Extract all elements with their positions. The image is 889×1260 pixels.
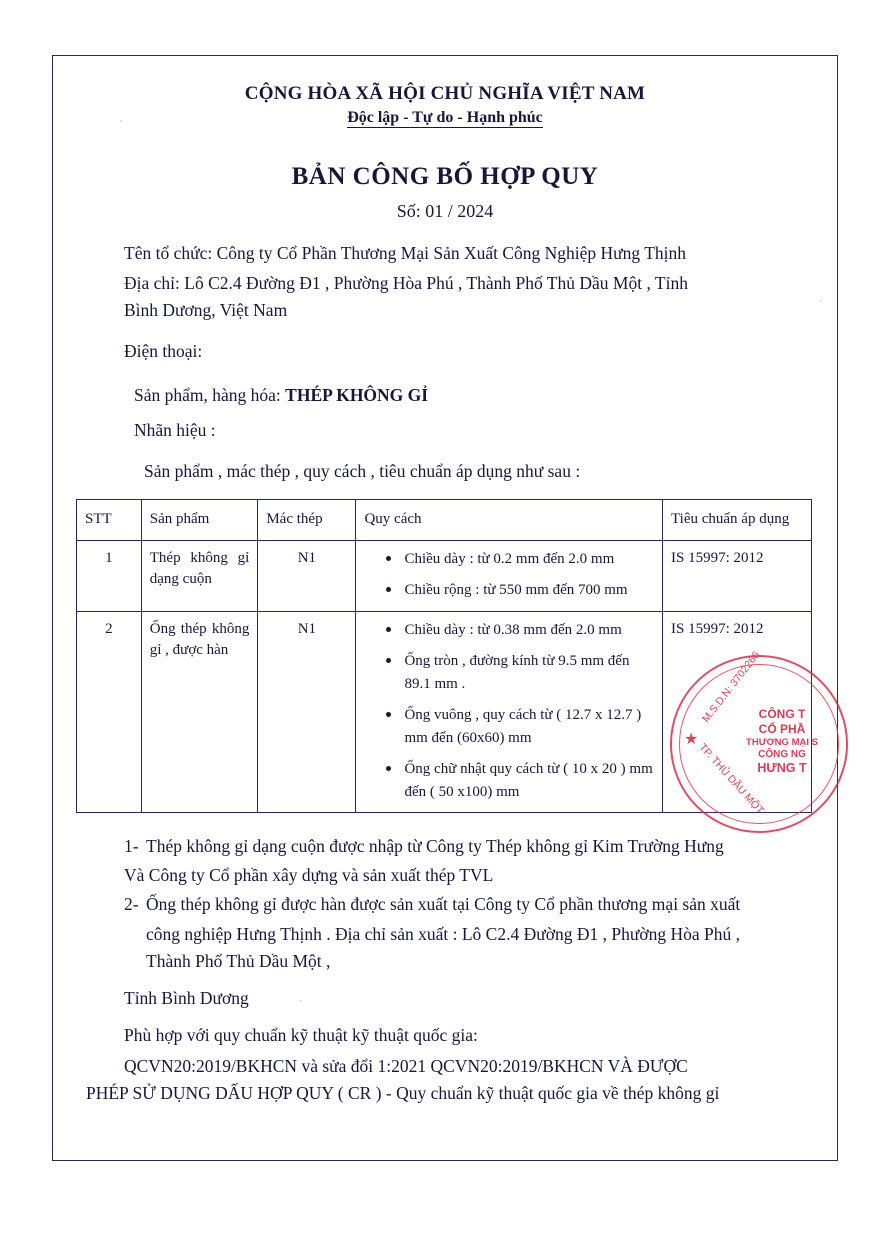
- seal-line-4: CÔNG NG: [758, 748, 806, 760]
- cell-standard: IS 15997: 2012: [663, 611, 812, 813]
- document-number: Số: 01 / 2024: [396, 201, 494, 221]
- address-line-2: Bình Dương, Việt Nam: [124, 300, 288, 321]
- scan-speckle: [640, 840, 642, 842]
- note-text-continued: Thành Phố Thủ Dầu Một ,: [146, 950, 331, 971]
- scan-speckle: [120, 120, 122, 122]
- column-header-standard: Tiêu chuẩn áp dụng: [663, 499, 812, 540]
- seal-line-3: THƯƠNG MẠI S: [746, 737, 818, 748]
- spec-intro: Sản phẩm , mác thép , quy cách , tiêu chuẩn áp dụng như sau :: [144, 460, 581, 481]
- cell-stt: 1: [77, 540, 142, 611]
- cell-spec: [356, 540, 663, 611]
- national-motto-text: Độc lập - Tự do - Hạnh phúc: [347, 109, 543, 126]
- spec-item: Ống vuông , quy cách từ ( 12.7 x 12.7 ) mm đến (60x60) mm: [386, 704, 654, 749]
- seal-line-5: HƯNG T: [757, 761, 807, 776]
- organization-line: [76, 240, 814, 267]
- cell-grade: N1: [258, 540, 356, 611]
- address-label: Địa chỉ:: [124, 273, 185, 294]
- product-line: [76, 382, 814, 409]
- table-row: [77, 540, 812, 611]
- spec-list: [364, 619, 654, 804]
- cell-standard: IS 15997: 2012: [663, 540, 812, 611]
- seal-line-1: CÔNG T: [758, 707, 806, 721]
- conformity-line-3: PHÉP SỬ DỤNG DẤU HỢP QUY ( CR ) - Quy chuẩn kỹ thuật quốc gia về thép không gỉ: [86, 1083, 720, 1104]
- note-item: [76, 891, 814, 918]
- column-header-product: Sản phẩm: [141, 499, 258, 540]
- spec-item: Chiều rộng : từ 550 mm đến 700 mm: [386, 579, 654, 602]
- organization-label: Tên tổ chức:: [124, 243, 217, 263]
- note-number: 2-: [124, 894, 139, 915]
- conformity-line-2: QCVN20:2019/BKHCN và sửa đổi 1:2021 QCVN20:2019/BKHCN VÀ ĐƯỢC: [124, 1056, 688, 1076]
- table-header-row: [77, 499, 812, 540]
- conformity-line-1: Phù hợp với quy chuẩn kỹ thuật kỹ thuật quốc gia:: [124, 1024, 478, 1045]
- address-line: [76, 270, 814, 297]
- seal-place: TP. THỦ DẦU MỘT: [696, 741, 767, 817]
- note-item: [76, 833, 814, 860]
- seal-registration-number: M.S.D.N: 3702266: [699, 649, 763, 725]
- column-header-grade: Mác thép: [258, 499, 356, 540]
- page-title: BẢN CÔNG BỐ HỢP QUY: [291, 163, 599, 190]
- notes-section: [76, 833, 814, 1012]
- phone-line: Điện thoại:: [124, 341, 203, 362]
- note-text-continued: công nghiệp Hưng Thịnh . Địa chỉ sản xuất : Lô C2.4 Đường Đ1 , Phường Hòa Phú ,: [146, 923, 740, 944]
- column-header-spec: Quy cách: [356, 499, 663, 540]
- star-icon: ★: [684, 731, 699, 748]
- cell-spec: [356, 611, 663, 813]
- note-text-province: Tỉnh Bình Dương: [124, 987, 249, 1008]
- spec-list: [364, 548, 654, 602]
- product-value: THÉP KHÔNG GỈ: [285, 384, 429, 405]
- scan-speckle: [300, 1000, 302, 1002]
- cell-grade: N1: [258, 611, 356, 813]
- note-text: Ống thép không gỉ được hàn được sản xuất tại Công ty Cổ phần thương mại sản xuất: [146, 894, 741, 915]
- national-motto: [76, 109, 814, 127]
- organization-value: Công ty Cổ Phần Thương Mại Sản Xuất Công Nghiệp Hưng Thịnh: [216, 243, 687, 263]
- address-value: Lô C2.4 Đường Đ1 , Phường Hòa Phú , Thành Phố Thủ Dầu Một , Tỉnh: [184, 273, 688, 294]
- note-text-continued: Và Công ty Cổ phần xây dựng và sản xuất thép TVL: [124, 865, 494, 886]
- spec-item: Ống tròn , đường kính từ 9.5 mm đến 89.1 mm .: [386, 650, 654, 695]
- scan-speckle: [820, 300, 822, 302]
- specification-table: [76, 499, 812, 813]
- brand-line: Nhãn hiệu :: [134, 419, 216, 440]
- column-header-stt: STT: [77, 499, 142, 540]
- cell-product: Thép không gỉ dạng cuộn: [141, 540, 258, 611]
- spec-item: Ống chữ nhật quy cách từ ( 10 x 20 ) mm đến ( 50 x100) mm: [386, 758, 654, 803]
- document-body: [52, 55, 838, 1161]
- national-heading: CỘNG HÒA XÃ HỘI CHỦ NGHĨA VIỆT NAM: [244, 83, 646, 104]
- table-row: [77, 611, 812, 813]
- product-label: Sản phẩm, hàng hóa:: [134, 384, 286, 405]
- note-text: Thép không gỉ dạng cuộn được nhập từ Công ty Thép không gỉ Kim Trường Hưng: [146, 836, 724, 857]
- spec-item: Chiều dày : từ 0.38 mm đến 2.0 mm: [386, 619, 654, 642]
- cell-product: Ống thép không gỉ , được hàn: [141, 611, 258, 813]
- cell-stt: 2: [77, 611, 142, 813]
- seal-line-2: CỔ PHẦ: [758, 722, 806, 736]
- note-number: 1-: [124, 836, 139, 857]
- spec-item: Chiều dày : từ 0.2 mm đến 2.0 mm: [386, 548, 654, 571]
